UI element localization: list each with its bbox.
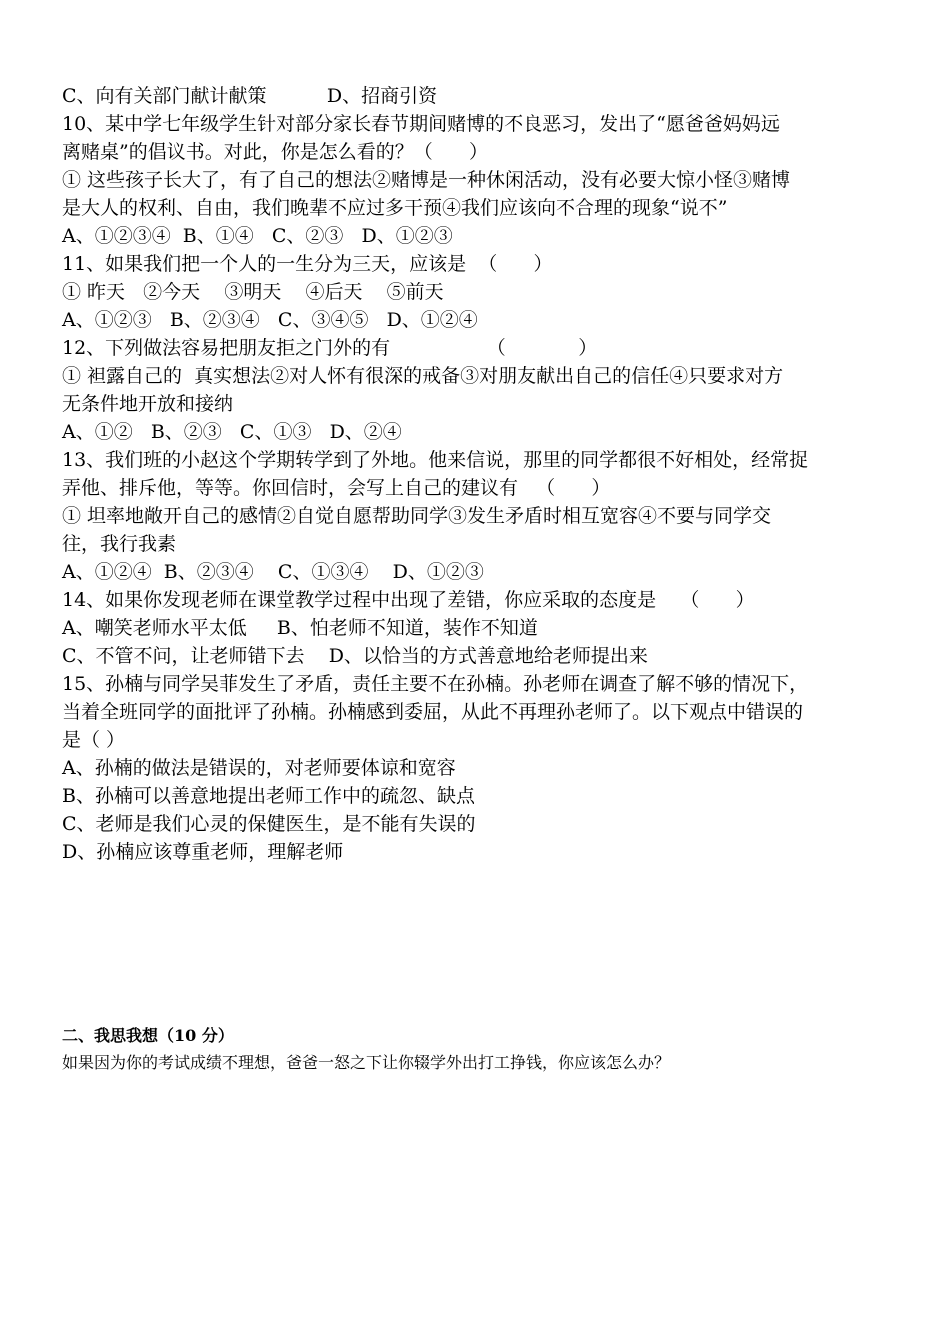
line-q10-statements-2: 是大人的权利、自由，我们晚辈不应过多干预④我们应该向不合理的现象“说不” — [62, 197, 728, 219]
line-q11-statements: ① 昨天 ②今天 ③明天 ④后天 ⑤前天 — [62, 281, 444, 303]
question-section-1 — [62, 82, 892, 866]
line-q9-options: C、向有关部门献计献策 D、招商引资 — [62, 85, 438, 107]
line-q15-stem-1: 15、孙楠与同学吴菲发生了矛盾，责任主要不在孙楠。孙老师在调查了解不够的情况下， — [62, 673, 809, 695]
line-q14-stem: 14、如果你发现老师在课堂教学过程中出现了差错，你应采取的态度是 （ ） — [62, 589, 755, 611]
line-q12-stem: 12、下列做法容易把朋友拒之门外的有 （ ） — [62, 337, 598, 359]
line-q11-options: A、①②③ B、②③④ C、③④⑤ D、①②④ — [62, 309, 478, 331]
line-q15-stem-2: 当着全班同学的面批评了孙楠。孙楠感到委屈，从此不再理孙老师了。以下观点中错误的 — [62, 701, 804, 723]
line-q14-options-ab: A、嘲笑老师水平太低 B、怕老师不知道，装作不知道 — [62, 617, 538, 639]
line-q15-stem-3: 是（ ） — [62, 729, 126, 751]
section-2-question: 如果因为你的考试成绩不理想，爸爸一怒之下让你辍学外出打工挣钱，你应该怎么办？ — [62, 1053, 671, 1072]
line-q13-stem-1: 13、我们班的小赵这个学期转学到了外地。他来信说，那里的同学都很不好相处，经常捉 — [62, 449, 809, 471]
section-2-title: 二、我思我想（10 分） — [62, 1026, 234, 1045]
line-q10-stem-1: 10、某中学七年级学生针对部分家长春节期间赌博的不良恶习，发出了“愿爸爸妈妈远 — [62, 113, 780, 135]
line-q15-option-d: D、孙楠应该尊重老师，理解老师 — [62, 841, 344, 863]
line-q10-options: A、①②③④ B、①④ C、②③ D、①②③ — [62, 225, 453, 247]
line-q12-statements-1: ① 袒露自己的 真实想法②对人怀有很深的戒备③对朋友献出自己的信任④只要求对方 — [62, 365, 784, 387]
line-q13-options: A、①②④ B、②③④ C、①③④ D、①②③ — [62, 561, 484, 583]
line-q15-option-c: C、老师是我们心灵的保健医生，是不能有失误的 — [62, 813, 476, 835]
line-q11-stem: 11、如果我们把一个人的一生分为三天，应该是 （ ） — [62, 253, 553, 275]
line-q15-option-b: B、孙楠可以善意地提出老师工作中的疏忽、缺点 — [62, 785, 475, 807]
line-q13-stem-2: 弄他、排斥他，等等。你回信时，会写上自己的建议有 （ ） — [62, 477, 611, 499]
line-q13-statements-2: 往，我行我素 — [62, 533, 177, 555]
line-q15-option-a: A、孙楠的做法是错误的，对老师要体谅和宽容 — [62, 757, 456, 779]
line-q10-stem-2: 离赌桌”的倡议书。对此，你是怎么看的？（ ） — [62, 141, 488, 163]
line-q13-statements-1: ① 坦率地敞开自己的感情②自觉自愿帮助同学③发生矛盾时相互宽容④不要与同学交 — [62, 505, 772, 527]
line-q14-options-cd: C、不管不问，让老师错下去 D、以恰当的方式善意地给老师提出来 — [62, 645, 648, 667]
line-q12-statements-2: 无条件地开放和接纳 — [62, 393, 234, 415]
line-q12-options: A、①② B、②③ C、①③ D、②④ — [62, 421, 402, 443]
line-q10-statements-1: ① 这些孩子长大了，有了自己的想法②赌博是一种休闲活动，没有必要大惊小怪③赌博 — [62, 169, 791, 191]
